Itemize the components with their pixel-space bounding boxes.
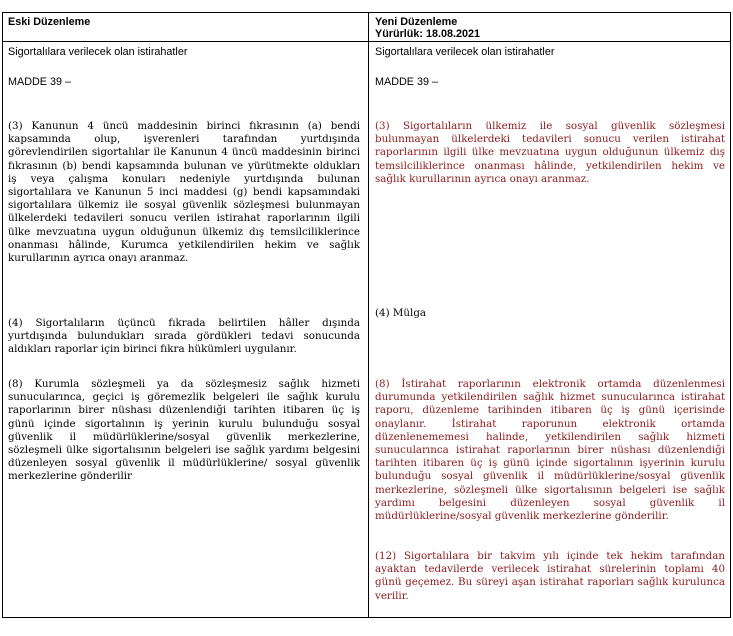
new-paragraph-12: (12) Sigortalılara bir takvim yılı içinde tek hekim tarafından ayaktan tedavilerde verilecek istirahat sürelerinin toplamı 40 günü geçemez. Bu süreyi aşan istirahat raporları sağlık kurulunca verilir. <box>375 550 725 602</box>
table-border-top <box>2 12 731 13</box>
new-regulation-header: Yeni Düzenleme <box>375 16 458 28</box>
table-border-right <box>730 12 731 618</box>
old-paragraph-4: (4) Sigortalıların üçüncü fıkrada belirtilen hâller dışında yurtdışında bulundukları sırada gördükleri tedavi sonucunda aldıkları raporlar için birinci fıkra hükümleri uygulanır. <box>8 317 360 356</box>
old-paragraph-8: (8) Kurumla sözleşmeli ya da sözleşmesiz sağlık hizmeti sunucularınca, geçici iş göremezlik belgeleri ile sağlık kurulu raporlarının birer nüshası düzenlendiği tarihten itibaren üç iş günü içinde sigortalının iş yerinin kurulu bulunduğu sosyal güvenlik il müdürlüklerine/sosyal güvenlik merkezlerine, sözleşmeli ülke sigortalısının belgeleri ise sağlık yardımı belgesini düzenleyen sosyal güvenlik il müdürlüklerine/ sosyal güvenlik merkezlerine gönderilir <box>8 378 360 483</box>
header-divider <box>2 41 731 42</box>
old-article-number: MADDE 39 – <box>8 76 72 88</box>
table-border-left <box>2 12 3 618</box>
new-paragraph-3: (3) Sigortalıların ülkemiz ile sosyal güvenlik sözleşmesi bulunmayan ülkelerdeki tedavileri sonucu verilen istirahat raporlarının ilgili ülke mevzuatına uygun olduğunun ülkemiz dış temsilciliklerince onanması hâlinde, yetkilendirilen hekim ve sağlık kurullarının ayrıca onayı aranmaz. <box>375 120 725 185</box>
table-border-bottom <box>2 617 731 618</box>
old-paragraph-3: (3) Kanunun 4 üncü maddesinin birinci fıkrasının (a) bendi kapsamında olup, işverenleri tarafından yurtdışında görevlendirilen sigortalılar ile Kanunun 4 üncü maddesinin birinci fıkrasının (b) bendi kapsamında bulunan ve yürütmekte oldukları iş veya çalışma konuları nedeniyle yurtdışında bulunan sigortalılara ve Kanunun 5 inci maddesi (g) bendi kapsamındaki sigortalılara ülkemiz ile sosyal güvenlik sözleşmesi bulunmayan ülkelerdeki tedavileri sonucu verilen istirahat raporlarının ilgili ülke mevzuatına uygun olduğunun ülkemiz dış temsilciliklerince onanması hâlinde, Kurumca yetkilendirilen hekim ve sağlık kurullarının ayrıca onayı aranmaz. <box>8 120 360 265</box>
old-regulation-header: Eski Düzenleme <box>8 16 91 28</box>
new-paragraph-8: (8) İstirahat raporlarının elektronik ortamda düzenlenmesi durumunda yetkilendirilen sağlık hizmet sunucularınca istirahat raporu, düzenleme tarihinden itibaren üç iş günü içerisinde onaylanır. İstirahat raporunun elektronik ortamda düzenlenememesi halinde, yetkilendirilen sağlık hizmeti sunucularınca istirahat raporlarının birer nüshası düzenlendiği tarihten itibaren üç iş günü içinde sigortalının işyerinin kurulu bulunduğu sosyal güvenlik il müdürlüklerine/sosyal güvenlik merkezlerine, sözleşmeli ülke sigortalısının belgeleri ise sağlık yardımı belgesini düzenleyen sosyal güvenlik il müdürlüklerine/sosyal güvenlik merkezlerine gönderilir. <box>375 378 725 523</box>
column-divider <box>368 12 369 618</box>
new-paragraph-4: (4) Mülga <box>375 307 427 319</box>
new-article-number: MADDE 39 – <box>375 76 439 88</box>
old-section-title: Sigortalılara verilecek olan istirahatler <box>8 46 188 58</box>
comparison-table <box>0 12 733 618</box>
new-section-title: Sigortalılara verilecek olan istirahatler <box>375 46 555 58</box>
effective-date: Yürürlük: 18.08.2021 <box>375 28 481 40</box>
